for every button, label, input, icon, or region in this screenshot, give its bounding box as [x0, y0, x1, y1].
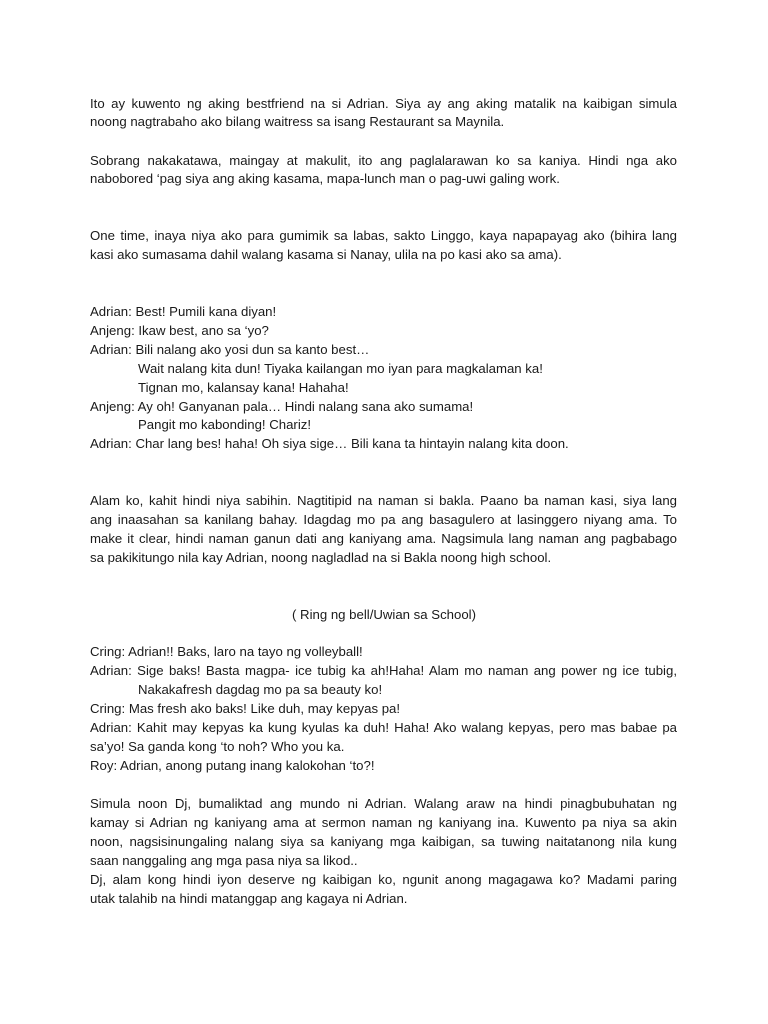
dialogue-line: Adrian: Sige baks! Basta magpa- ice tubig ka ah!Haha! Alam mo naman ang power ng ice tubig, [90, 663, 677, 678]
dialogue-line-indented: Pangit mo kabonding! Chariz! [138, 417, 312, 432]
paragraph-line: utak talahib na hindi matanggap ang kagaya ni Adrian. [90, 891, 408, 906]
dialogue-line-indented: Nakakafresh dagdag mo pa sa beauty ko! [138, 682, 383, 697]
dialogue-line: sa’yo! Sa ganda kong ‘to noh? Who you ka. [90, 739, 345, 754]
paragraph-line: nabobored ‘pag siya ang aking kasama, mapa-lunch man o pag-uwi galing work. [90, 171, 560, 186]
dialogue-line: Anjeng: Ikaw best, ano sa ‘yo? [90, 323, 269, 338]
dialogue-line: Adrian: Char lang bes! haha! Oh siya sige… Bili kana ta hintayin nalang kita doon. [90, 436, 569, 451]
paragraph-line: make it clear, hindi naman ganun dati ang kaniyang ama. Nagsimula lang naman ang pagbabago [90, 531, 677, 546]
dialogue-line: Cring: Adrian!! Baks, laro na tayo ng volleyball! [90, 644, 363, 659]
paragraph-line: Dj, alam kong hindi iyon deserve ng kaibigan ko, ngunit anong magagawa ko? Madami paring [90, 872, 677, 887]
paragraph-line: Sobrang nakakatawa, maingay at makulit, ito ang paglalarawan ko sa kaniya. Hindi nga ako [90, 153, 677, 168]
dialogue-line: Adrian: Kahit may kepyas ka kung kyulas ka duh! Haha! Ako walang kepyas, pero mas babae pa [90, 720, 677, 735]
dialogue-line-indented: Tignan mo, kalansay kana! Hahaha! [138, 380, 349, 395]
dialogue-line: Anjeng: Ay oh! Ganyanan pala… Hindi nalang sana ako sumama! [90, 399, 474, 414]
paragraph-line: One time, inaya niya ako para gumimik sa labas, sakto Linggo, kaya napapayag ako (bihira lang [90, 228, 677, 243]
dialogue-line-indented: Wait nalang kita dun! Tiyaka kailangan mo iyan para magkalaman ka! [138, 361, 543, 376]
paragraph-line: noon, nagsisinungaling nalang siya sa kaniyang mga kaibigan, sa tuwing naitatanong nila kung [90, 834, 677, 849]
paragraph-line: Alam ko, kahit hindi niya sabihin. Nagtitipid na naman si bakla. Paano ba naman kasi, siya lang [90, 493, 677, 508]
dialogue-line: Roy: Adrian, anong putang inang kalokohan ‘to?! [90, 758, 375, 773]
dialogue-line: Adrian: Bili nalang ako yosi dun sa kanto best… [90, 342, 370, 357]
paragraph-line: Simula noon Dj, bumaliktad ang mundo ni Adrian. Walang araw na hindi pinagbubuhatan ng [90, 796, 677, 811]
paragraph-line: noong nagtrabaho ako bilang waitress sa isang Restaurant sa Maynila. [90, 114, 505, 129]
paragraph-line: Ito ay kuwento ng aking bestfriend na si Adrian. Siya ay ang aking matalik na kaibigan simula [90, 96, 677, 111]
scene-heading: ( Ring ng bell/Uwian sa School) [292, 607, 476, 622]
paragraph-line: saan nanggaling ang mga pasa niya sa likod.. [90, 853, 358, 868]
dialogue-line: Cring: Mas fresh ako baks! Like duh, may kepyas pa! [90, 701, 401, 716]
paragraph-line: kamay si Adrian ng kaniyang ama at sermon naman ng kaniyang ina. Kuwento pa niya sa akin [90, 815, 677, 830]
paragraph-line: kasi ako sumasama dahil walang kasama si Nanay, ulila na po kasi ako sa ama). [90, 247, 562, 262]
paragraph-line: ang inaasahan sa kanilang bahay. Idagdag mo pa ang basagulero at lasinggero niyang ama. To [90, 512, 677, 527]
paragraph-line: sa pakikitungo nila kay Adrian, noong nagladlad na si Bakla noong high school. [90, 550, 552, 565]
dialogue-line: Adrian: Best! Pumili kana diyan! [90, 304, 277, 319]
